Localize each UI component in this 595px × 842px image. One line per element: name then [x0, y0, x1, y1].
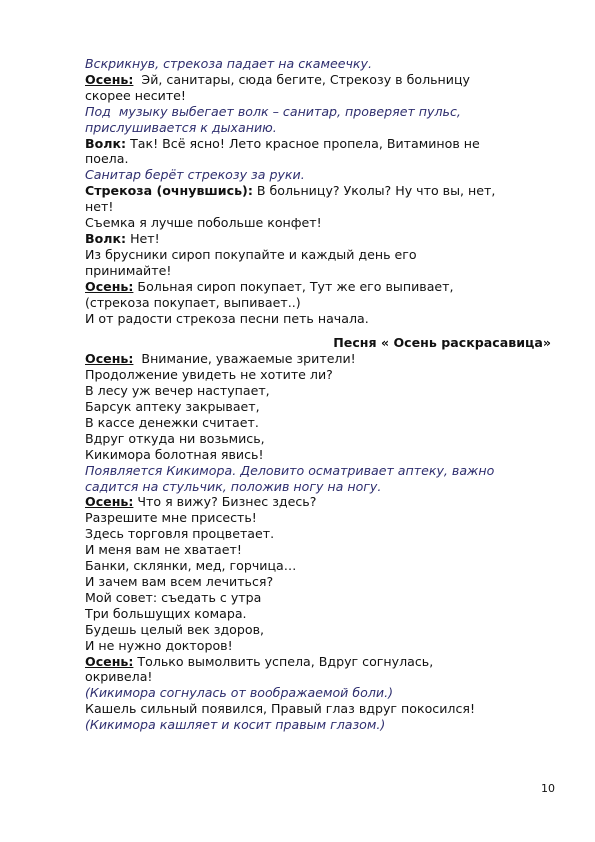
line-text: Нет!	[126, 230, 160, 246]
line-text: Только вымолвить успела, Вдруг согнулась,	[133, 653, 434, 669]
text-line	[85, 542, 555, 558]
speech-block	[85, 279, 555, 327]
text-line	[85, 311, 555, 327]
speech-block	[85, 72, 555, 104]
text-line	[85, 167, 555, 183]
line-text: Эй, санитары, сюда бегите, Стрекозу в больницу	[133, 71, 470, 87]
speaker-name: Стрекоза (очнувшись):	[85, 183, 253, 199]
text-line	[85, 669, 555, 685]
line-text: Санитар берёт стрекозу за руки.	[85, 167, 305, 183]
speaker-name: Осень:	[85, 278, 134, 294]
speaker-name: Волк:	[85, 230, 127, 246]
speech-block	[85, 136, 555, 168]
speech-block	[85, 231, 555, 279]
text-line	[85, 351, 555, 367]
line-text: В больницу? Уколы? Ну что вы, нет,	[252, 183, 496, 199]
stage-direction	[85, 717, 555, 733]
line-text: Больная сироп покупает, Тут же его выпивает,	[133, 278, 454, 294]
text-line	[85, 447, 555, 463]
text-line	[85, 685, 555, 701]
line-text: Продолжение увидеть не хотите ли?	[85, 367, 333, 383]
line-text: Банки, склянки, мед, горчица…	[85, 558, 297, 574]
text-line	[85, 622, 555, 638]
line-text: Из брусники сироп покупайте и каждый день его	[85, 246, 417, 262]
line-text: Съемка я лучше побольше конфет!	[85, 215, 322, 231]
text-line	[85, 295, 555, 311]
stage-direction	[85, 685, 555, 701]
text-line	[85, 510, 555, 526]
text-line	[85, 136, 555, 152]
line-text: Песня « Осень раскрасавица»	[333, 335, 551, 351]
line-text: Барсук аптеку закрывает,	[85, 399, 260, 415]
line-text: окривела!	[85, 669, 153, 685]
text-line	[85, 104, 555, 120]
text-line	[85, 654, 555, 670]
text-line	[85, 431, 555, 447]
speech-block	[85, 654, 555, 686]
line-text: В лесу уж вечер наступает,	[85, 383, 270, 399]
text-line	[85, 638, 555, 654]
text-line	[85, 335, 555, 351]
line-text: Разрешите мне присесть!	[85, 510, 257, 526]
line-text: Под музыку выбегает волк – санитар, проверяет пульс,	[85, 103, 461, 119]
text-line	[85, 120, 555, 136]
text-line	[85, 88, 555, 104]
text-block	[85, 701, 555, 717]
line-text: Кикимора болотная явись!	[85, 446, 264, 462]
speaker-name: Осень:	[85, 71, 134, 87]
line-text: В кассе денежки считает.	[85, 414, 259, 430]
speaker-name: Волк:	[85, 135, 127, 151]
line-text: Вдруг откуда ни возьмись,	[85, 430, 265, 446]
page-number: 10	[541, 782, 555, 795]
text-line	[85, 701, 555, 717]
text-line	[85, 263, 555, 279]
line-text: И зачем вам всем лечиться?	[85, 574, 274, 589]
speech-block	[85, 183, 555, 231]
text-line	[85, 72, 555, 88]
text-line	[85, 247, 555, 263]
speech-block	[85, 494, 555, 653]
line-text: Кашель сильный появился, Правый глаз вдруг покосился!	[85, 701, 476, 717]
line-text: Здесь торговля процветает.	[85, 526, 275, 542]
song-heading	[85, 335, 555, 351]
text-line	[85, 415, 555, 431]
text-line	[85, 526, 555, 542]
line-text: (стрекоза покупает, выпивает..)	[85, 294, 301, 310]
text-line	[85, 56, 555, 72]
line-text: прислушивается к дыханию.	[85, 119, 277, 135]
line-text: Так! Всё ясно! Лето красное пропела, Витаминов не	[126, 135, 480, 151]
text-line	[85, 183, 555, 199]
text-line	[85, 558, 555, 574]
line-text: Внимание, уважаемые зрители!	[133, 351, 356, 367]
text-line	[85, 494, 555, 510]
stage-direction	[85, 56, 555, 72]
line-text: И от радости стрекоза песни петь начала.	[85, 310, 369, 326]
stage-direction	[85, 167, 555, 183]
text-line	[85, 606, 555, 622]
stage-direction	[85, 104, 555, 136]
text-line	[85, 717, 555, 733]
text-line	[85, 199, 555, 215]
script-text	[85, 56, 555, 733]
speaker-name: Осень:	[85, 653, 134, 669]
line-text: скорее несите!	[85, 87, 186, 103]
line-text: принимайте!	[85, 262, 172, 278]
stage-direction	[85, 463, 555, 495]
text-line	[85, 479, 555, 495]
line-text: нет!	[85, 199, 114, 215]
text-line	[85, 399, 555, 415]
text-line	[85, 231, 555, 247]
line-text: (Кикимора согнулась от воображаемой боли.)	[85, 685, 393, 701]
speech-block	[85, 351, 555, 462]
line-text: Мой совет: съедать с утра	[85, 589, 262, 605]
speaker-name: Осень:	[85, 351, 134, 367]
line-text: (Кикимора кашляет и косит правым глазом.)	[85, 717, 386, 733]
speaker-name: Осень:	[85, 494, 134, 510]
text-line	[85, 574, 555, 590]
line-text: Вскрикнув, стрекоза падает на скамеечку.	[85, 56, 372, 71]
line-text: И не нужно докторов!	[85, 637, 233, 653]
text-line	[85, 367, 555, 383]
line-text: Появляется Кикимора. Деловито осматривает аптеку, важно	[85, 462, 495, 478]
line-text: И меня вам не хватает!	[85, 542, 242, 558]
line-text: садится на стульчик, положив ногу на ногу.	[85, 478, 382, 494]
line-text: Будешь целый век здоров,	[85, 621, 265, 637]
text-line	[85, 383, 555, 399]
text-line	[85, 463, 555, 479]
text-line	[85, 151, 555, 167]
line-text: поела.	[85, 151, 129, 167]
text-line	[85, 279, 555, 295]
line-text: Что я вижу? Бизнес здесь?	[133, 494, 317, 510]
section-gap	[85, 326, 555, 335]
text-line	[85, 590, 555, 606]
text-line	[85, 215, 555, 231]
line-text: Три большущих комара.	[85, 605, 247, 621]
